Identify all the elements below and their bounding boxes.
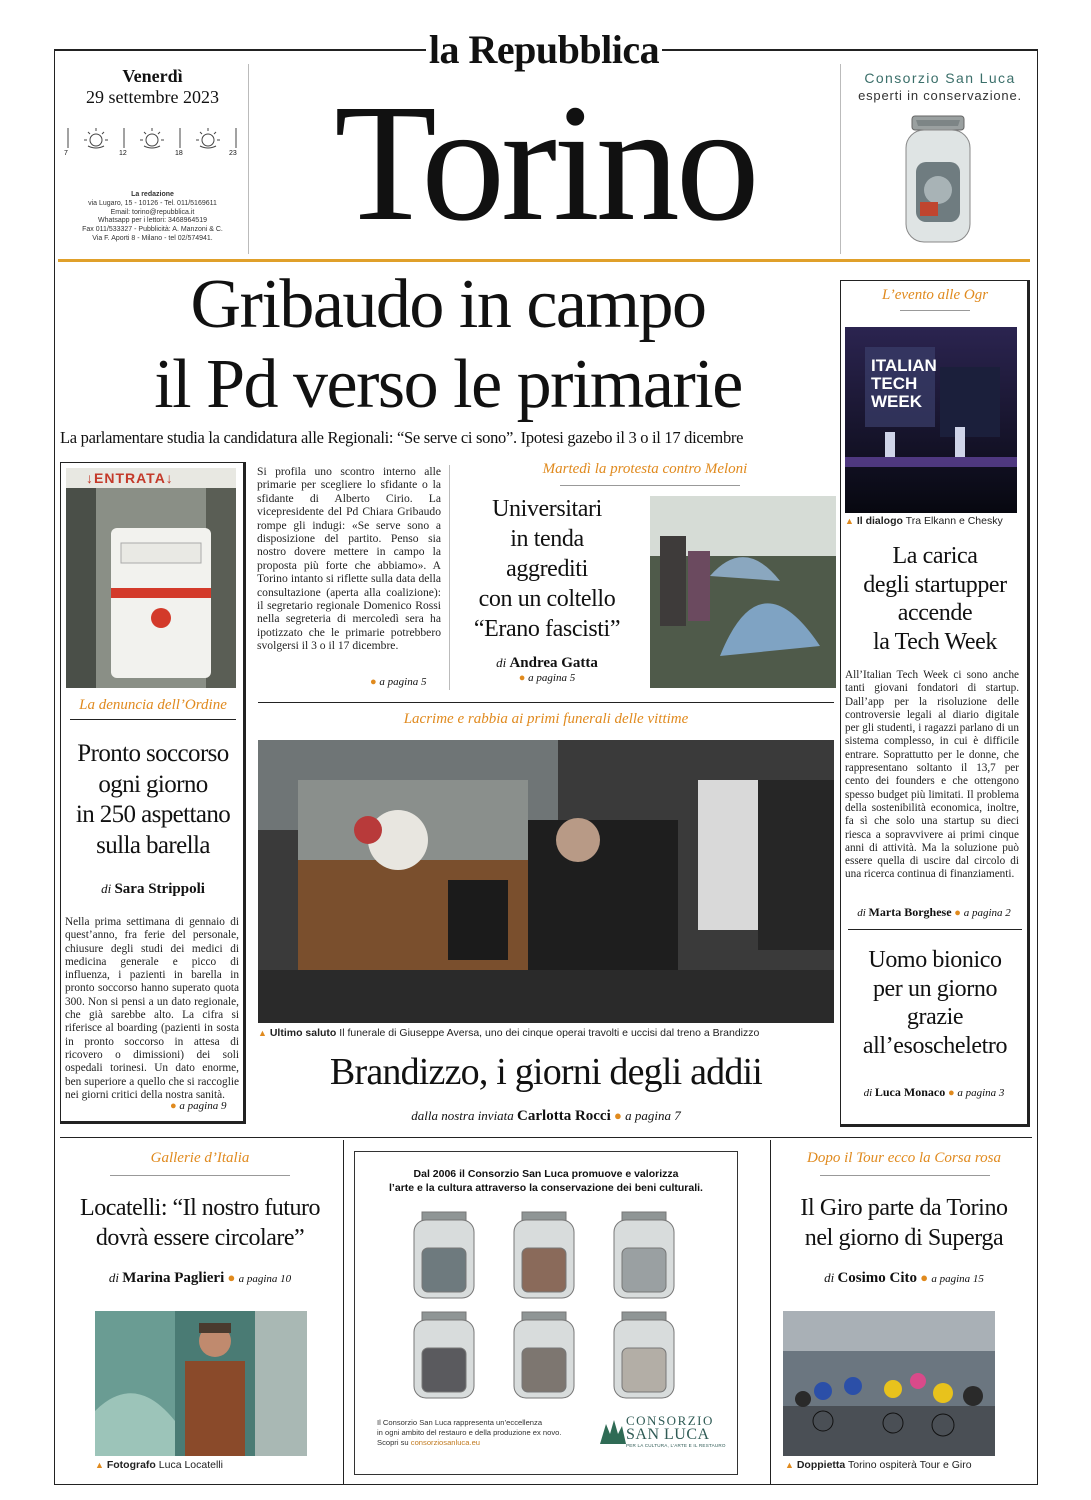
techweek-body: All’Italian Tech Week ci sono anche tanti giovani fondatori di startup. Dall’app per la risoluzione delle controversie legali al diario digitale per gli studenti, i ragazzi parlano di un sistema complesso, in cui è difficile entrare. Soprattutto per le donne, che rappresentano soltanto il 13,7 per cento dei founders e che ottengono spesso budget più limitati. Il problema della sostenibilità economica, inoltre, fa sì che solo una startup su dieci riesca a sopravvivere ai primi cinque anni di attività. Ma la soluzione può essere quella di uscire dal circolo di una ricerca continua di finanziamenti.: [845, 669, 1019, 881]
sidebar-divider: [848, 929, 1022, 930]
caption-bold: Il dialogo: [856, 515, 903, 527]
jar-icon: [898, 112, 978, 247]
weather-hour: 7: [64, 150, 68, 157]
logo-line: PER LA CULTURA, L’ARTE E IL RESTAURO: [626, 1443, 726, 1448]
consorzio-logo-text: [626, 1414, 736, 1449]
caption-text: Luca Locatelli: [158, 1459, 223, 1471]
funerals-byline: [258, 1108, 834, 1125]
frame-right: [1037, 50, 1038, 1485]
headline-line: “Erano fascisti”: [473, 616, 621, 642]
triangle-marker-icon: ▲: [258, 1028, 267, 1038]
funeral-graphic: [258, 740, 834, 1023]
gallerie-headline[interactable]: [58, 1193, 342, 1253]
page-ref[interactable]: a pagina 5: [528, 672, 576, 684]
redazione-box: [70, 191, 235, 244]
redazione-line: Email: torino@repubblica.it: [110, 208, 195, 216]
techweek-kicker: L’evento alle Ogr: [881, 287, 989, 303]
hospital-body: Nella prima settimana di gennaio di quest’anno, fra ferie del personale, chiusure degli studi dei medici di medicina generale e picco di influenza, i pazienti in barella in pronto soccorso hanno superato quota 300. Non si pensi a un dato regionale, che già sarebbe alto. La cifra si riferisce al boarding (pazienti in sosta in pronto soccorso in attesa di ricovero o dimissioni) dei soli ospedali torinesi. Un dato enorme, ben superiore a quello che si raccoglie nei giorni critici della nostra sanità.: [65, 916, 239, 1101]
bottom-section-rule: [60, 1137, 1032, 1138]
techweek-stage-graphic: [845, 327, 1017, 513]
sun-icon: [140, 128, 164, 148]
headline-line: Pronto soccorso: [77, 740, 229, 767]
caption-text: Tra Elkann e Chesky: [905, 515, 1003, 527]
redazione-title: La redazione: [131, 191, 174, 198]
caption-text: Torino ospiterà Tour e Giro: [848, 1459, 972, 1471]
author-name[interactable]: Carlotta Rocci: [517, 1108, 611, 1124]
redazione-line: via Lugaro, 15 - 10126 - Tel. 011/5169611: [88, 199, 217, 207]
frame-left: [54, 50, 55, 1485]
logo-line: CONSORZIO: [626, 1413, 714, 1428]
bionic-byline: [845, 1085, 1023, 1100]
section-rule: [258, 702, 834, 703]
headline-line: Universitari: [492, 496, 602, 522]
hospital-byline: [62, 881, 244, 898]
dot-icon: ●: [954, 907, 961, 919]
hospital-kicker: La denuncia dell’Ordine: [79, 697, 227, 713]
triangle-marker-icon: ▲: [785, 1460, 794, 1470]
screen-line: WEEK: [871, 392, 922, 411]
masthead-divider: [248, 64, 249, 254]
sun-icon: [196, 128, 220, 148]
ambulance-graphic: [66, 468, 236, 688]
brand-logo[interactable]: la Repubblica: [428, 27, 660, 72]
techweek-photo[interactable]: [845, 327, 1017, 513]
redazione-line: Fax 011/533327 - Pubblicità: A. Manzoni & C.: [82, 226, 223, 234]
hospital-photo[interactable]: [66, 468, 236, 688]
headline-line: in tenda: [510, 526, 584, 552]
students-kicker: Martedì la protesta contro Meloni: [542, 461, 748, 477]
caption-bold: Ultimo saluto: [269, 1027, 337, 1039]
lead-headline-1[interactable]: Gribaudo in campo: [190, 266, 706, 343]
column-divider: [449, 465, 450, 690]
students-headline[interactable]: [454, 494, 640, 644]
masthead-rule-left: [54, 49, 426, 51]
masthead-orange-rule: [58, 259, 1030, 262]
gallerie-caption: [95, 1459, 335, 1471]
techweek-byline: [845, 905, 1023, 920]
caption-text: Il funerale di Giuseppe Aversa, uno dei cinque operai travolti e uccisi dal treno a Brandizzo: [339, 1027, 760, 1039]
column-divider: [770, 1140, 771, 1485]
ad-link[interactable]: consorziosanluca.eu: [410, 1438, 481, 1447]
masthead-divider: [840, 64, 841, 254]
kicker-underline: [820, 1175, 990, 1176]
giro-kicker: Dopo il Tour ecco la Corsa rosa: [807, 1150, 1001, 1166]
page-ref[interactable]: a pagina 5: [379, 676, 427, 688]
entrata-sign: ↓ENTRATA↓: [86, 470, 174, 486]
techweek-caption: [845, 515, 1025, 527]
giro-byline: [773, 1270, 1035, 1287]
headline-line: La carica: [892, 543, 978, 569]
headline-line: la Tech Week: [873, 628, 997, 655]
by-di: di: [496, 655, 507, 670]
headline-line: Locatelli: “Il nostro futuro: [80, 1195, 320, 1221]
date-full: 29 settembre 2023: [86, 87, 219, 107]
triangle-marker-icon: ▲: [845, 516, 854, 526]
by-di: di: [857, 907, 866, 919]
author-name[interactable]: Marta Borghese: [868, 905, 952, 919]
headline-line: Uomo bionico: [868, 947, 1002, 973]
kicker-underline: [110, 1175, 290, 1176]
giro-photo[interactable]: [783, 1311, 995, 1456]
funerals-headline[interactable]: Brandizzo, i giorni degli addii: [329, 1051, 763, 1093]
page-ref[interactable]: a pagina 2: [963, 907, 1011, 919]
ad-jars: [404, 1208, 694, 1408]
masthead-rule-right: [662, 49, 1038, 51]
giro-headline[interactable]: [773, 1193, 1035, 1253]
hospital-page: [170, 1100, 242, 1112]
headline-line: sulla barella: [96, 831, 210, 859]
ad-footer: [377, 1418, 597, 1448]
ad-line: Dal 2006 il Consorzio San Luca promuove e valorizza: [413, 1168, 679, 1180]
page-ref[interactable]: a pagina 3: [957, 1087, 1005, 1099]
page-ref[interactable]: a pagina 9: [179, 1100, 227, 1112]
redazione-line: Whatsapp per i lettori: 3468964519: [98, 217, 207, 225]
headline-line: con un coltello: [478, 586, 616, 612]
redazione-line: Via F. Aporti 8 - Milano - tel 02/574941.: [92, 234, 213, 242]
ad-foot-line: Il Consorzio San Luca rappresenta un’eccellenza: [377, 1418, 543, 1427]
by-di: di: [863, 1087, 873, 1099]
gallerie-photo[interactable]: [95, 1311, 307, 1456]
weather-hour: 23: [229, 150, 237, 157]
gallerie-byline: [60, 1270, 340, 1287]
by-di: di: [824, 1270, 835, 1285]
lead-subhead: La parlamentare studia la candidatura alle Regionali: “Se serve ci sono”. Ipotesi gazebo il 3 o il 17 dicembre: [60, 428, 744, 447]
students-page: [454, 672, 640, 684]
ad-foot-line: in ogni ambito del restauro e della produzione ex novo.: [377, 1428, 562, 1437]
page-ref[interactable]: a pagina 15: [931, 1273, 984, 1285]
bionic-headline[interactable]: [842, 946, 1028, 1060]
lead-page: [370, 676, 442, 688]
dot-icon: ●: [370, 676, 377, 688]
author-name[interactable]: Luca Monaco: [874, 1085, 946, 1099]
funerals-kicker: Lacrime e rabbia ai primi funerali delle vittime: [403, 711, 689, 727]
by-pre: dalla nostra inviata: [411, 1108, 514, 1123]
consorzio-logo-icon: [598, 1416, 628, 1446]
students-photo[interactable]: [650, 496, 836, 688]
screen-line: ITALIAN: [871, 356, 937, 375]
kicker-underline: [560, 485, 740, 486]
dot-icon: ●: [170, 1100, 177, 1112]
dot-icon: ●: [614, 1108, 622, 1123]
headline-line: degli startupper: [863, 571, 1007, 598]
headline-line: grazie: [906, 1004, 964, 1030]
hospital-headline[interactable]: [62, 739, 244, 861]
headline-line: aggrediti: [506, 556, 588, 582]
cyclists-graphic: [783, 1311, 995, 1456]
dot-icon: ●: [227, 1270, 236, 1285]
kicker-underline: [70, 719, 236, 720]
screen-text: [871, 357, 937, 411]
author-name[interactable]: Andrea Gatta: [509, 655, 598, 671]
tent-graphic: [650, 496, 836, 688]
dot-icon: ●: [947, 1087, 955, 1099]
author-name[interactable]: Sara Strippoli: [114, 881, 205, 897]
by-di: di: [108, 1270, 119, 1285]
triangle-marker-icon: ▲: [95, 1460, 104, 1470]
logo-line: SAN LUCA: [626, 1426, 710, 1443]
jar-icon: [404, 1208, 694, 1408]
gallerie-kicker: Gallerie d’Italia: [150, 1150, 250, 1166]
page-ref[interactable]: a pagina 7: [625, 1108, 681, 1123]
author-name[interactable]: Cosimo Cito: [837, 1270, 918, 1286]
weather-hour: 18: [175, 150, 183, 157]
sun-icon: [84, 128, 108, 148]
headline-line: in 250 aspettano: [75, 801, 231, 828]
screen-line: TECH: [871, 374, 918, 393]
author-name[interactable]: Marina Paglieri: [122, 1270, 225, 1286]
kicker-underline: [900, 310, 970, 311]
funerals-photo[interactable]: [258, 740, 834, 1023]
weather-strip: [64, 124, 244, 160]
lead-body: Si profila uno scontro interno alle primarie per scegliere lo sfidante o la sfidante di Alberto Cirio. La vicepresidente del Pd Chiara Gribaudo rompe gli indugi: «Se serve sono a disposizione del partito. Penso sia nostro dovere mettere in campo la proposta più forte che abbiamo». A Torino intanto si riflette sulla data della consultazione (aperta alla coalizione): il segretario regionale Domenico Rossi nella segreteria di mercoledì sera ha ipotizzato che le primarie potrebbero svolgersi il 3 o il 17 dicembre.: [257, 465, 441, 653]
headline-line: nel giorno di Superga: [804, 1225, 1004, 1251]
date-day: Venerdì: [122, 66, 183, 86]
frame-bottom: [54, 1484, 1038, 1485]
students-byline: [454, 655, 640, 672]
column-divider: [343, 1140, 344, 1485]
ad-headline: [356, 1167, 736, 1195]
headline-line: all’esoscheletro: [862, 1032, 1008, 1059]
headline-line: ogni giorno: [98, 770, 208, 798]
techweek-headline[interactable]: [842, 542, 1028, 656]
dot-icon: ●: [518, 672, 526, 684]
dot-icon: ●: [920, 1270, 929, 1285]
page-ref[interactable]: a pagina 10: [238, 1273, 292, 1285]
by-di: di: [101, 881, 112, 896]
funerals-caption: [258, 1027, 834, 1039]
weather-graphic: [64, 124, 244, 160]
photographer-graphic: [95, 1311, 307, 1456]
ad-foot-line: Scopri su: [377, 1438, 409, 1447]
headline-line: per un giorno: [872, 975, 998, 1002]
promo-line-2: esperti in conservazione.: [858, 88, 1022, 103]
headline-line: accende: [897, 600, 973, 626]
edition-title: Torino: [334, 70, 756, 256]
caption-bold: Doppietta: [796, 1459, 846, 1471]
headline-line: Il Giro parte da Torino: [800, 1195, 1008, 1221]
caption-bold: Fotografo: [106, 1459, 156, 1471]
weather-hour: 12: [119, 150, 127, 157]
lead-headline-2[interactable]: il Pd verso le primarie: [154, 346, 742, 423]
ad-line: l’arte e la cultura attraverso la conservazione dei beni culturali.: [389, 1182, 703, 1194]
giro-caption: [785, 1459, 1025, 1471]
promo-line-1[interactable]: Consorzio San Luca: [864, 70, 1016, 86]
headline-line: dovrà essere circolare”: [95, 1225, 305, 1251]
